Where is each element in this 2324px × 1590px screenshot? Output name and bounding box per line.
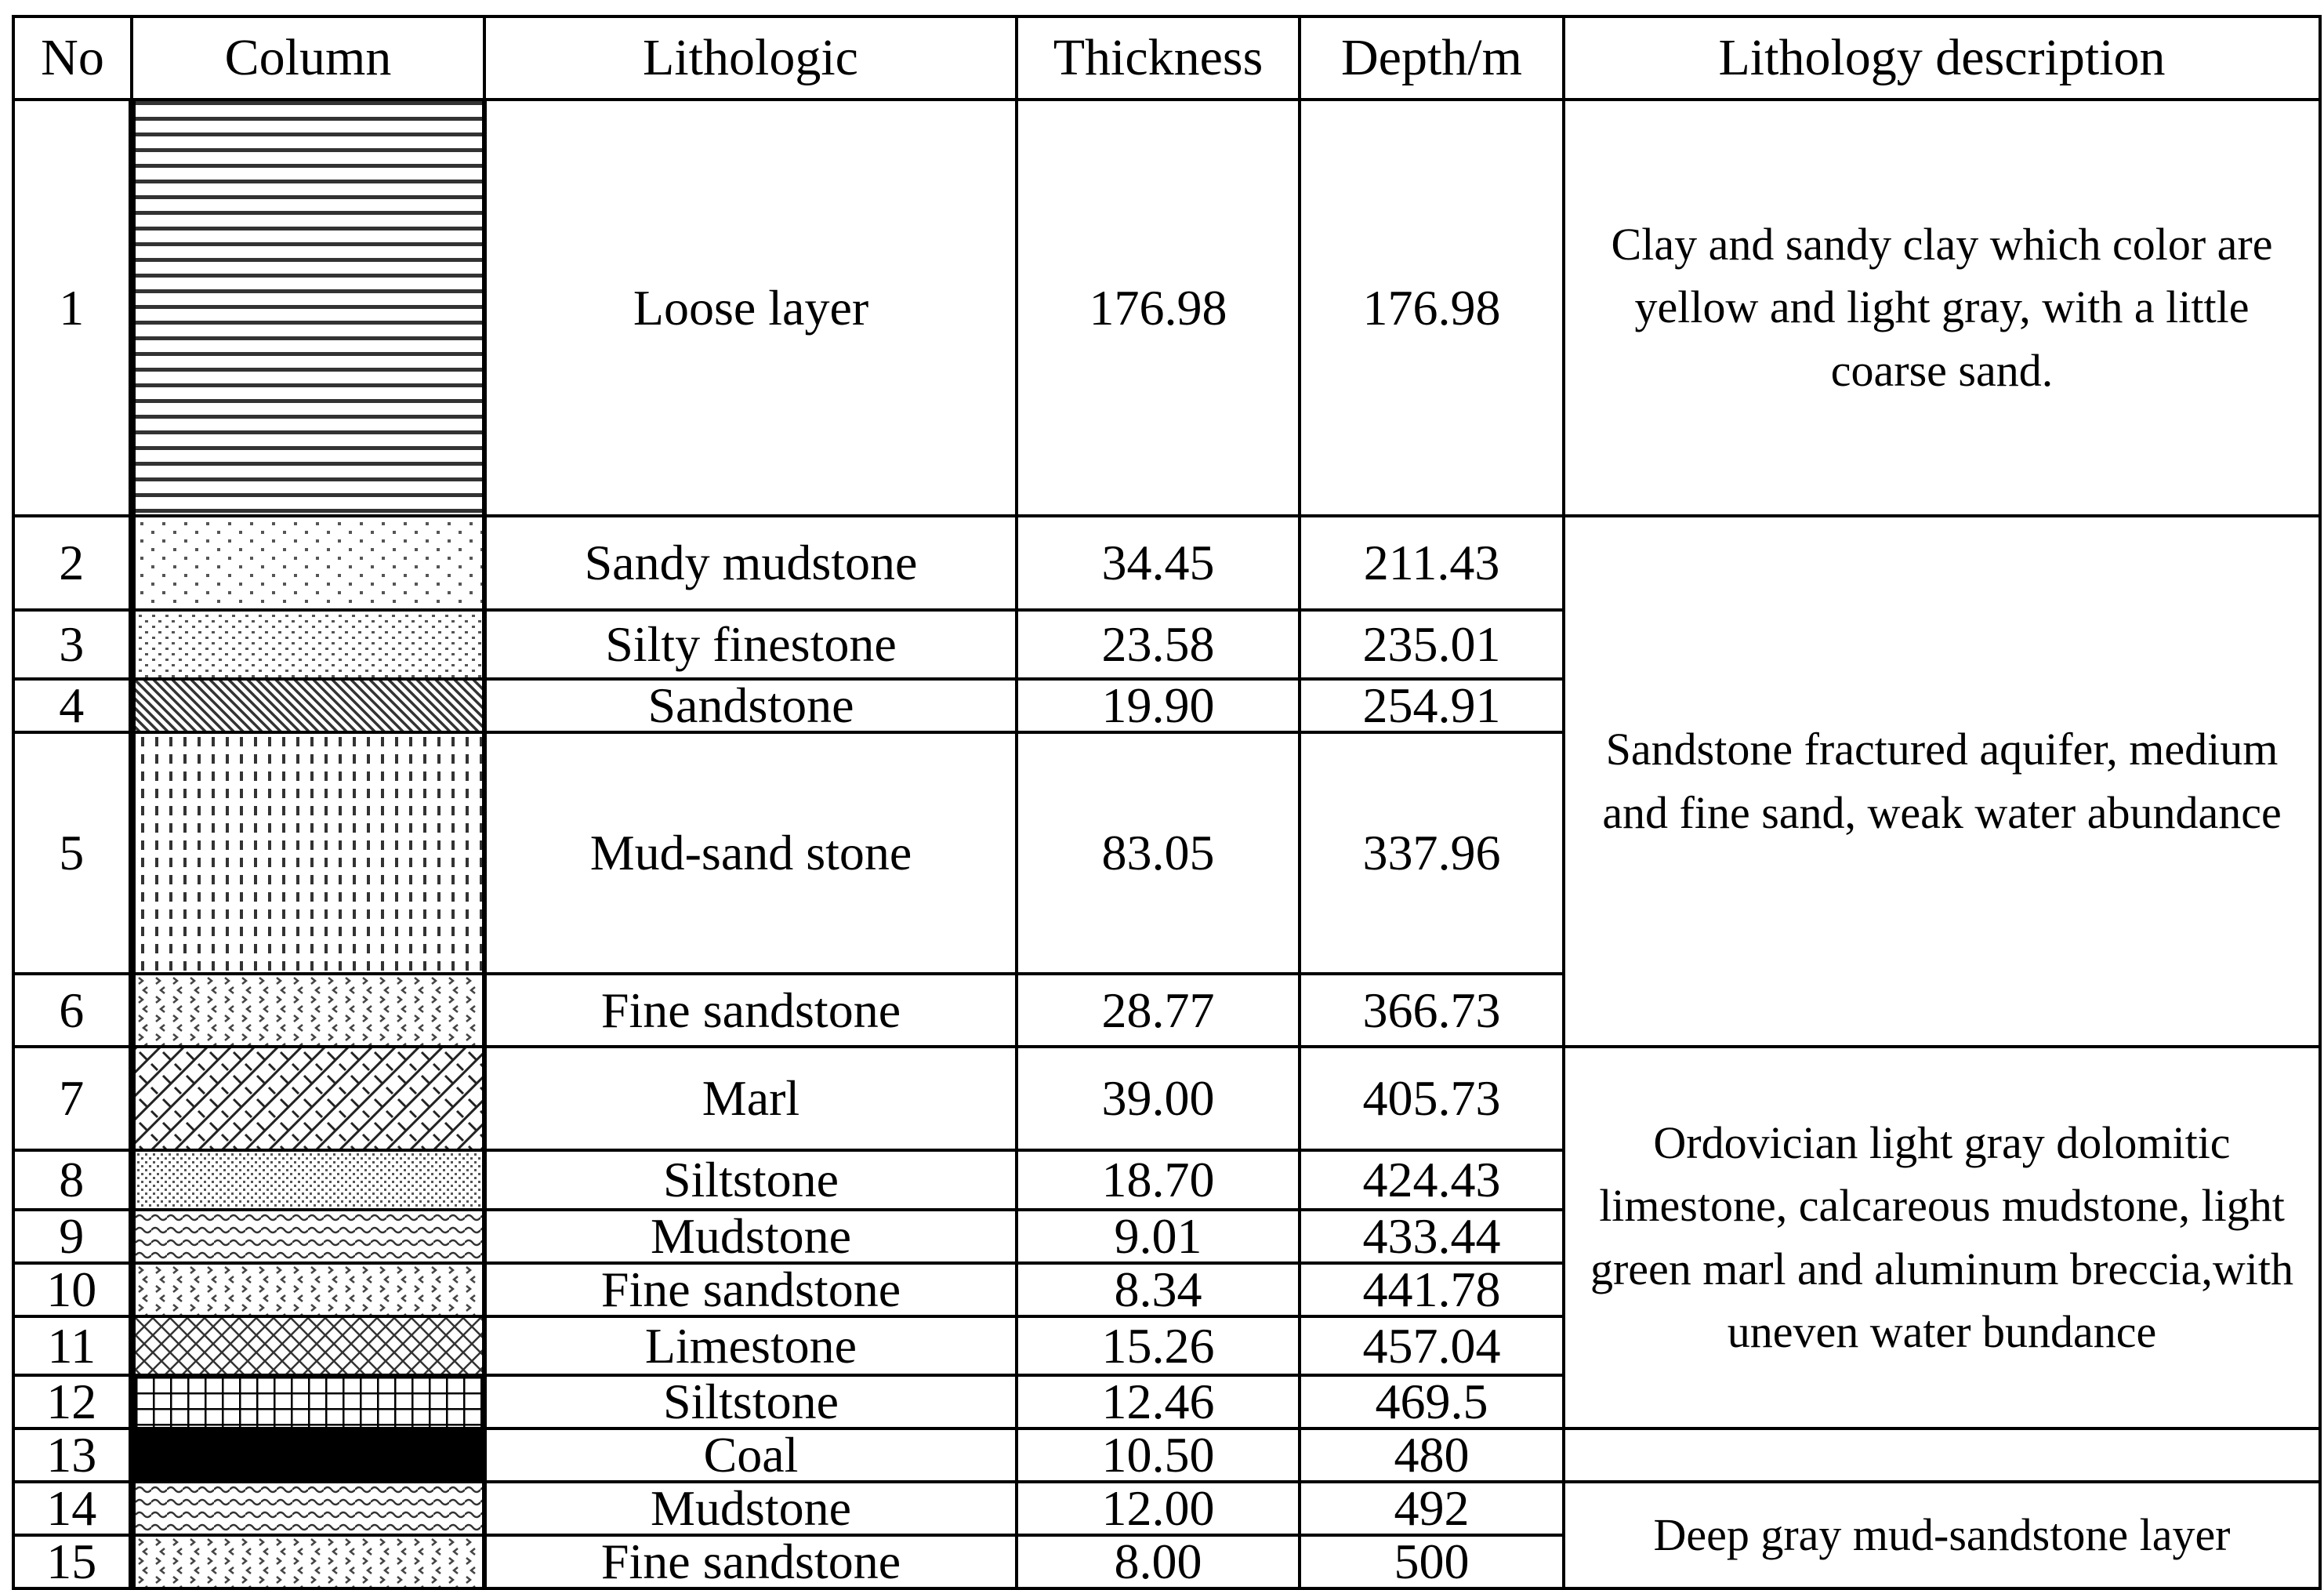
depth-value: 176.98 (1300, 100, 1564, 516)
lithology-column-pattern (132, 1428, 484, 1482)
table-row (13, 1428, 2320, 1482)
lithologic-name: Fine sandstone (484, 1263, 1017, 1316)
layer-no: 7 (13, 1047, 132, 1150)
layer-no: 4 (13, 679, 132, 732)
layer-no: 13 (13, 1428, 132, 1482)
layer-no: 12 (13, 1375, 132, 1428)
layer-no: 14 (13, 1482, 132, 1535)
table-row (13, 516, 2320, 610)
lithology-description: Clay and sandy clay which color are yellow and light gray, with a little coarse sand. (1564, 100, 2320, 516)
lithology-column-pattern (132, 1316, 484, 1375)
lithology-column-pattern (132, 1047, 484, 1150)
lithologic-name: Fine sandstone (484, 1535, 1017, 1588)
table-row (13, 1482, 2320, 1535)
header-depth: Depth/m (1300, 16, 1564, 100)
chevrons-pattern-icon (136, 1537, 483, 1587)
depth-value: 500 (1300, 1535, 1564, 1588)
header-column: Column (132, 16, 484, 100)
lithologic-name: Coal (484, 1428, 1017, 1482)
header-description: Lithology description (1564, 16, 2320, 100)
depth-value: 433.44 (1300, 1210, 1564, 1263)
lithology-column-pattern (132, 610, 484, 679)
layer-no: 9 (13, 1210, 132, 1263)
layer-no: 10 (13, 1263, 132, 1316)
depth-value: 424.43 (1300, 1150, 1564, 1210)
lithologic-name: Mudstone (484, 1482, 1017, 1535)
depth-value: 366.73 (1300, 974, 1564, 1047)
lithology-column-pattern (132, 732, 484, 974)
lithologic-name: Silty finestone (484, 610, 1017, 679)
thickness-value: 10.50 (1017, 1428, 1300, 1482)
lithology-column-pattern (132, 1375, 484, 1428)
lithology-column-pattern (132, 1210, 484, 1263)
lithology-column-pattern (132, 974, 484, 1047)
depth-value: 405.73 (1300, 1047, 1564, 1150)
depth-value: 441.78 (1300, 1263, 1564, 1316)
depth-value: 480 (1300, 1428, 1564, 1482)
thickness-value: 12.00 (1017, 1482, 1300, 1535)
depth-value: 235.01 (1300, 610, 1564, 679)
lithologic-name: Sandstone (484, 679, 1017, 732)
lithology-description: Deep gray mud-sandstone layer (1564, 1482, 2320, 1588)
thickness-value: 12.46 (1017, 1375, 1300, 1428)
header-row (13, 16, 2320, 100)
lithologic-name: Marl (484, 1047, 1017, 1150)
lithology-column-pattern (132, 1535, 484, 1588)
lithology-column-pattern (132, 1263, 484, 1316)
brick-diagonal-pattern-icon (136, 1048, 483, 1149)
thickness-value: 23.58 (1017, 610, 1300, 679)
thickness-value: 176.98 (1017, 100, 1300, 516)
lithology-column-pattern (132, 679, 484, 732)
lithologic-name: Mud-sand stone (484, 732, 1017, 974)
layer-no: 2 (13, 516, 132, 610)
thickness-value: 28.77 (1017, 974, 1300, 1047)
horizontal-lines-pattern-icon (136, 101, 483, 514)
diagonal-lines-pattern-icon (136, 681, 483, 731)
thickness-value: 19.90 (1017, 679, 1300, 732)
thickness-value: 8.34 (1017, 1263, 1300, 1316)
table-row (13, 1047, 2320, 1150)
table-row (13, 100, 2320, 516)
layer-no: 1 (13, 100, 132, 516)
lithology-description (1564, 1428, 2320, 1482)
lithology-column-pattern (132, 1150, 484, 1210)
thickness-value: 83.05 (1017, 732, 1300, 974)
lithology-description: Ordovician light gray dolomitic limestone, calcareous mudstone, light green marl and aluminum breccia,with uneven water bundance (1564, 1047, 2320, 1428)
layer-no: 6 (13, 974, 132, 1047)
grid-pattern-icon (136, 1377, 483, 1427)
solid-black-pattern-icon (136, 1430, 483, 1480)
lithology-table (12, 15, 2322, 1590)
depth-value: 211.43 (1300, 516, 1564, 610)
lithologic-name: Loose layer (484, 100, 1017, 516)
lithology-column-pattern (132, 100, 484, 516)
lithologic-name: Limestone (484, 1316, 1017, 1375)
layer-no: 5 (13, 732, 132, 974)
wavy-pattern-icon (136, 1211, 483, 1261)
depth-value: 337.96 (1300, 732, 1564, 974)
lithologic-name: Sandy mudstone (484, 516, 1017, 610)
vertical-dashes-pattern-icon (136, 734, 483, 972)
fine-dots-pattern-icon (136, 1152, 483, 1208)
header-thickness: Thickness (1017, 16, 1300, 100)
thickness-value: 39.00 (1017, 1047, 1300, 1150)
header-no: No (13, 16, 132, 100)
sparse-dots-pattern-icon (136, 517, 483, 608)
layer-no: 8 (13, 1150, 132, 1210)
lithologic-name: Mudstone (484, 1210, 1017, 1263)
lithologic-name: Siltstone (484, 1375, 1017, 1428)
dense-dots-pattern-icon (136, 612, 483, 677)
crosshatch-pattern-icon (136, 1318, 483, 1374)
thickness-value: 8.00 (1017, 1535, 1300, 1588)
lithologic-name: Fine sandstone (484, 974, 1017, 1047)
depth-value: 469.5 (1300, 1375, 1564, 1428)
thickness-value: 18.70 (1017, 1150, 1300, 1210)
wavy-pattern-icon (136, 1483, 483, 1534)
chevrons-pattern-icon (136, 975, 483, 1045)
thickness-value: 15.26 (1017, 1316, 1300, 1375)
lithology-description: Sandstone fractured aquifer, medium and fine sand, weak water abundance (1564, 516, 2320, 1047)
header-lithologic: Lithologic (484, 16, 1017, 100)
layer-no: 3 (13, 610, 132, 679)
lithology-column-pattern (132, 516, 484, 610)
chevrons-pattern-icon (136, 1265, 483, 1315)
depth-value: 457.04 (1300, 1316, 1564, 1375)
thickness-value: 9.01 (1017, 1210, 1300, 1263)
thickness-value: 34.45 (1017, 516, 1300, 610)
lithologic-name: Siltstone (484, 1150, 1017, 1210)
depth-value: 492 (1300, 1482, 1564, 1535)
layer-no: 15 (13, 1535, 132, 1588)
layer-no: 11 (13, 1316, 132, 1375)
lithology-column-pattern (132, 1482, 484, 1535)
depth-value: 254.91 (1300, 679, 1564, 732)
